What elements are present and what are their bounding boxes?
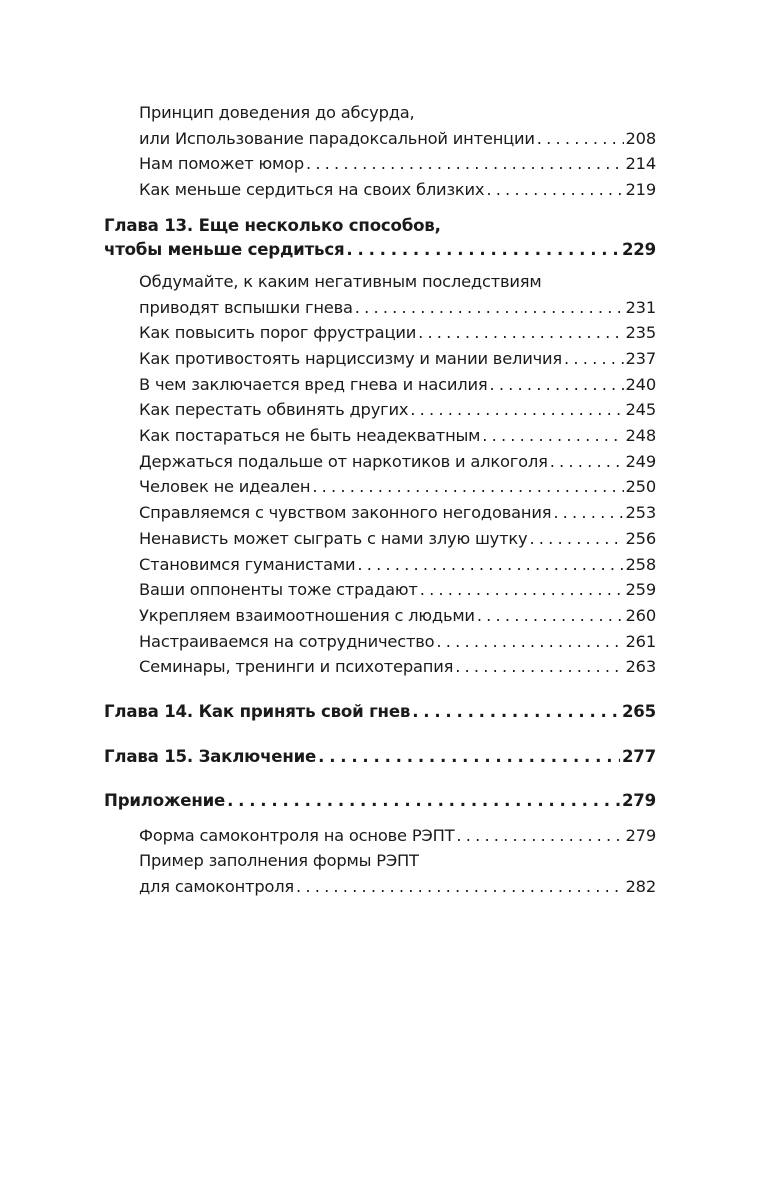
toc-entry-title: Глава 13. Еще несколько способов,	[104, 215, 441, 235]
toc-page-number: 258	[625, 554, 656, 574]
toc-page-number: 277	[621, 746, 656, 766]
dot-leader	[357, 552, 623, 578]
toc-chapter-entry	[104, 789, 656, 814]
toc-section-entry	[104, 577, 656, 603]
toc-page-number: 256	[625, 528, 656, 548]
toc-entry-title: Человек не идеален	[139, 477, 311, 497]
dot-leader	[306, 151, 624, 177]
toc-entry-title: Ваши оппоненты тоже страдают	[139, 580, 418, 600]
toc-page-number: 237	[625, 348, 656, 368]
toc-entry-title: Справляемся с чувством законного негодования	[139, 503, 552, 523]
toc-page-number: 219	[625, 180, 656, 200]
toc-entry-title: или Использование парадоксальной интенции	[139, 128, 535, 148]
toc-section-entry	[104, 603, 656, 629]
toc-section-entry	[104, 848, 656, 899]
toc-page-number: 250	[625, 477, 656, 497]
toc-section-entry	[104, 397, 656, 423]
toc-section-entry	[104, 177, 656, 203]
toc-page-number: 279	[625, 825, 656, 845]
toc-section-entry	[104, 423, 656, 449]
toc-entry-title: Как перестать обвинять других	[139, 400, 409, 420]
dot-leader	[564, 346, 624, 372]
dot-leader	[227, 789, 620, 814]
toc-entry-title: Глава 14. Как принять свой гнев	[104, 702, 411, 722]
toc-page-number: 260	[625, 605, 656, 625]
dot-leader	[537, 126, 624, 152]
toc-entry-title: Как повысить порог фрустрации	[139, 323, 417, 343]
toc-entry-title: приводят вспышки гнева	[139, 297, 353, 317]
toc-page-number: 231	[625, 297, 656, 317]
dot-leader	[318, 745, 620, 770]
toc-section-entry	[104, 100, 656, 151]
toc-page-number: 282	[625, 876, 656, 896]
dot-leader	[410, 397, 623, 423]
toc-page-number: 259	[625, 580, 656, 600]
toc-page-number: 229	[621, 240, 656, 260]
toc-section-entry	[104, 269, 656, 320]
toc-entry-title: Нам поможет юмор	[139, 154, 304, 174]
dot-leader	[482, 423, 623, 449]
dot-leader	[420, 577, 624, 603]
toc-entry-title: Держаться подальше от наркотиков и алкоголя	[139, 451, 548, 471]
toc-page-number: 248	[625, 426, 656, 446]
toc-section-entry	[104, 372, 656, 398]
toc-section-entry	[104, 654, 656, 680]
dot-leader	[418, 320, 623, 346]
toc-entry-title: Укрепляем взаимоотношения с людьми	[139, 605, 475, 625]
toc-section-entry	[104, 320, 656, 346]
toc-page-number: 235	[625, 323, 656, 343]
toc-chapter-entry	[104, 214, 656, 263]
dot-leader	[486, 177, 623, 203]
toc-entry-title: Как постараться не быть неадекватным	[139, 426, 481, 446]
toc-page-number: 265	[621, 702, 656, 722]
table-of-contents	[104, 100, 656, 900]
toc-entry-title: Семинары, тренинги и психотерапия	[139, 657, 454, 677]
dot-leader	[477, 603, 624, 629]
dot-leader	[436, 629, 623, 655]
dot-leader	[296, 874, 623, 900]
toc-entry-title: Как меньше сердиться на своих близких	[139, 180, 485, 200]
toc-entry-title: чтобы меньше сердиться	[104, 240, 345, 260]
toc-section-entry	[104, 346, 656, 372]
dot-leader	[529, 526, 623, 552]
toc-entry-title: Как противостоять нарциссизму и мании величия	[139, 348, 563, 368]
toc-entry-title: Пример заполнения формы РЭПТ	[139, 851, 419, 871]
toc-page-number: 214	[625, 154, 656, 174]
toc-page-number: 261	[625, 631, 656, 651]
toc-section-entry	[104, 500, 656, 526]
toc-section-entry	[104, 449, 656, 475]
toc-section-entry	[104, 823, 656, 849]
toc-section-entry	[104, 151, 656, 177]
toc-entry-title: Становимся гуманистами	[139, 554, 356, 574]
dot-leader	[456, 823, 623, 849]
toc-entry-title: Приложение	[104, 791, 226, 811]
toc-page-number: 208	[625, 128, 656, 148]
toc-entry-title: Глава 15. Заключение	[104, 746, 317, 766]
dot-leader	[553, 500, 623, 526]
toc-page-number: 263	[625, 657, 656, 677]
toc-section-entry	[104, 526, 656, 552]
dot-leader	[346, 238, 620, 263]
toc-section-entry	[104, 552, 656, 578]
dot-leader	[550, 449, 624, 475]
toc-entry-title: В чем заключается вред гнева и насилия	[139, 374, 488, 394]
toc-section-entry	[104, 474, 656, 500]
toc-chapter-entry	[104, 700, 656, 725]
toc-entry-title: Обдумайте, к каким негативным последствиям	[139, 271, 542, 291]
toc-page-number: 279	[621, 791, 656, 811]
dot-leader	[312, 474, 623, 500]
toc-page-number: 240	[625, 374, 656, 394]
toc-entry-title: Настраиваемся на сотрудничество	[139, 631, 435, 651]
toc-page-number: 245	[625, 400, 656, 420]
toc-chapter-entry	[104, 745, 656, 770]
toc-entry-title: для самоконтроля	[139, 876, 295, 896]
toc-page-number: 249	[625, 451, 656, 471]
toc-section-entry	[104, 629, 656, 655]
toc-entry-title: Ненависть может сыграть с нами злую шутку	[139, 528, 528, 548]
toc-entry-title: Принцип доведения до абсурда,	[139, 103, 415, 122]
dot-leader	[489, 372, 623, 398]
toc-entry-title: Форма самоконтроля на основе РЭПТ	[139, 825, 455, 845]
dot-leader	[455, 654, 623, 680]
dot-leader	[355, 295, 624, 321]
dot-leader	[412, 700, 620, 725]
toc-page-number: 253	[625, 503, 656, 523]
